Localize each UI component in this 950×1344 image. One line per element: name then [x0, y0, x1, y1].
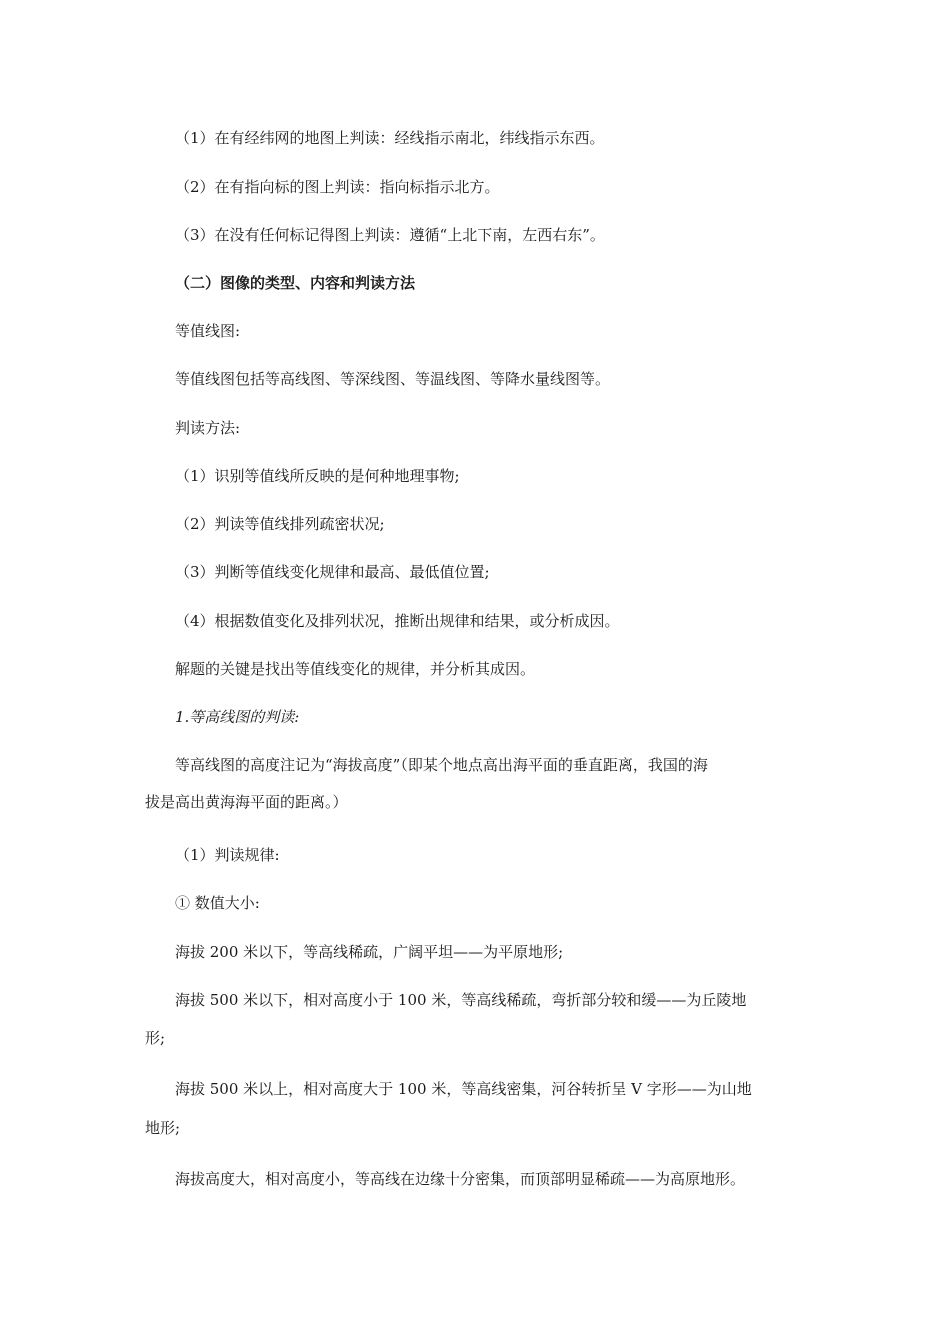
- text-line: （1）识别等值线所反映的是何种地理事物;: [175, 467, 460, 485]
- subsection-heading: 1.等高线图的判读:: [175, 708, 300, 726]
- text-line: ① 数值大小:: [175, 894, 260, 912]
- text-line: （1）在有经纬网的地图上判读：经线指示南北，纬线指示东西。: [175, 129, 605, 147]
- text-line: （3）在没有任何标记得图上判读：遵循“上北下南，左西右东”。: [175, 226, 605, 244]
- text-line: （2）在有指向标的图上判读：指向标指示北方。: [175, 178, 500, 196]
- text-line: 地形;: [145, 1119, 181, 1137]
- text-line: 解题的关键是找出等值线变化的规律，并分析其成因。: [175, 660, 536, 678]
- text-line: 海拔 500 米以上，相对高度大于 100 米，等高线密集，河谷转折呈 V 字形——为山地: [175, 1080, 752, 1098]
- text-line: 等值线图包括等高线图、等深线图、等温线图、等降水量线图等。: [175, 370, 611, 388]
- text-line: 形;: [145, 1029, 166, 1047]
- text-line: 拔是高出黄海海平面的距离。）: [145, 793, 348, 811]
- text-line: （3）判断等值线变化规律和最高、最低值位置;: [175, 563, 490, 581]
- text-line: 海拔高度大，相对高度小，等高线在边缘十分密集，而顶部明显稀疏——为高原地形。: [175, 1170, 746, 1188]
- section-heading: （二）图像的类型、内容和判读方法: [175, 274, 416, 292]
- text-line: 海拔 500 米以下，相对高度小于 100 米，等高线稀疏，弯折部分较和缓——为丘陵地: [175, 991, 747, 1009]
- text-line: （2）判读等值线排列疏密状况;: [175, 515, 385, 533]
- text-line: 判读方法:: [175, 419, 241, 437]
- text-line: 海拔 200 米以下，等高线稀疏，广阔平坦——为平原地形;: [175, 943, 564, 961]
- text-line: 等高线图的高度注记为“海拔高度”（即某个地点高出海平面的垂直距离，我国的海: [175, 756, 708, 774]
- text-line: （4）根据数值变化及排列状况，推断出规律和结果，或分析成因。: [175, 612, 620, 630]
- text-line: （1）判读规律:: [175, 846, 280, 864]
- text-line: 等值线图:: [175, 322, 241, 340]
